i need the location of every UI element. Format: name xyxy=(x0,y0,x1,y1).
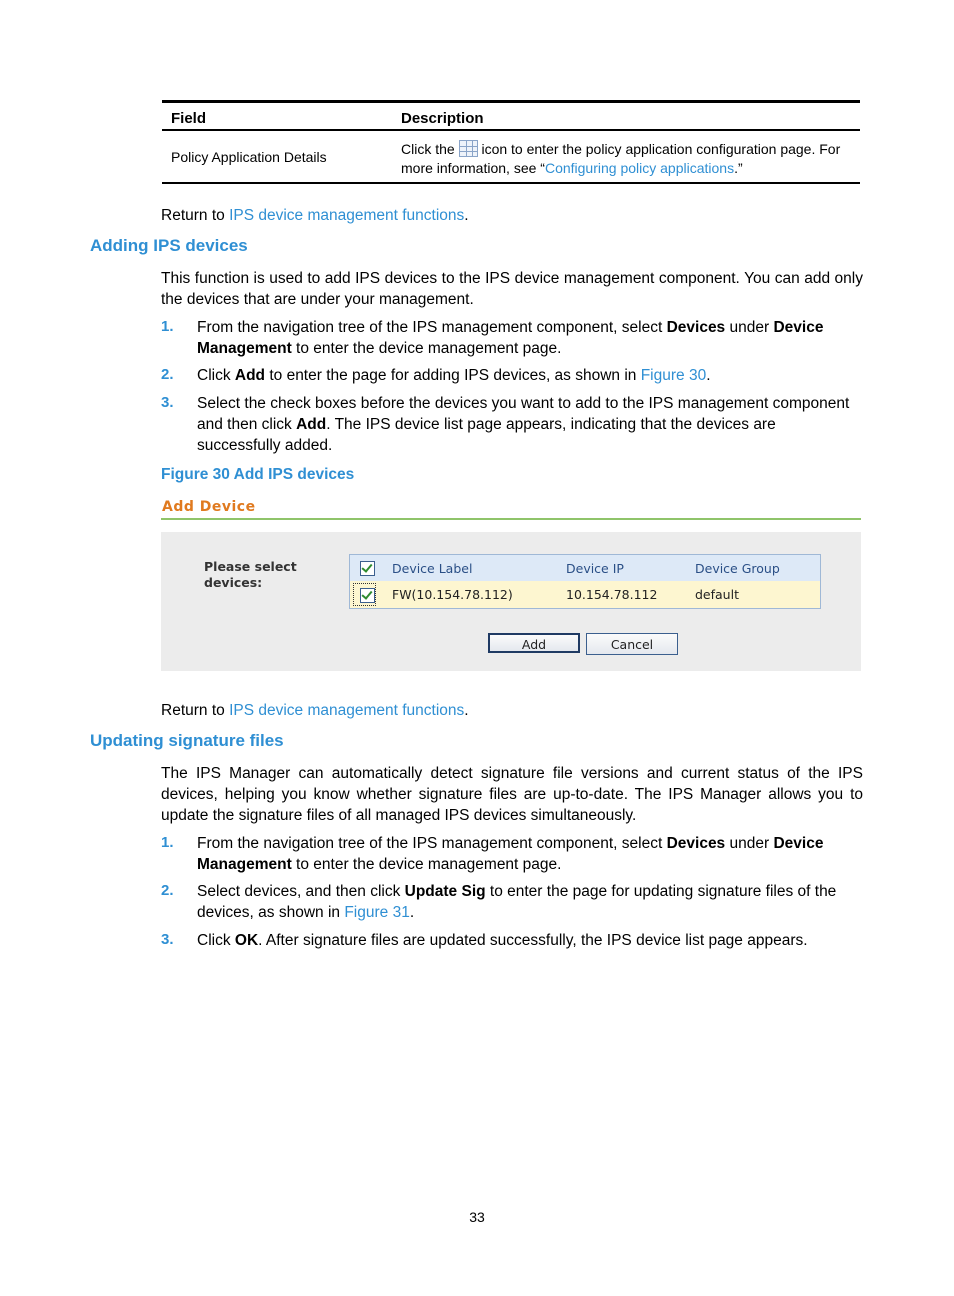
table-header-description: Description xyxy=(401,110,484,127)
table-grid-icon xyxy=(459,140,478,157)
cancel-button[interactable]: Cancel xyxy=(586,633,678,655)
step-text: to enter the page for adding IPS devices, as shown in xyxy=(265,367,641,384)
step-number: 2. xyxy=(161,366,174,383)
page-number: 33 xyxy=(469,1209,485,1225)
figure-caption: Figure 30 Add IPS devices xyxy=(161,466,355,483)
return-suffix: . xyxy=(464,702,469,719)
step-number: 3. xyxy=(161,931,174,948)
step-bold: Add xyxy=(234,367,266,384)
ips-device-management-functions-link[interactable]: IPS device management functions xyxy=(229,207,465,224)
step-bold: Add xyxy=(296,416,327,433)
cell-device-group: default xyxy=(695,587,739,602)
select-all-checkbox[interactable] xyxy=(360,561,375,576)
step-text: Click xyxy=(197,932,235,949)
step-text: From the navigation tree of the IPS management component, select xyxy=(197,835,667,852)
section1-step-3 xyxy=(197,393,863,456)
table-header-field: Field xyxy=(171,110,207,127)
table-bottom-rule xyxy=(162,182,860,184)
step-bold: Devices xyxy=(666,835,726,852)
section1-intro: This function is used to add IPS devices to the IPS device management component. You can add only the devices that are under your management. xyxy=(161,270,863,308)
cell-device-ip: 10.154.78.112 xyxy=(566,587,658,602)
step-number: 1. xyxy=(161,834,174,851)
select-devices-label xyxy=(204,559,297,591)
select-label-line: Please select xyxy=(204,559,297,574)
return-prefix: Return to xyxy=(161,702,230,719)
step-bold: Update Sig xyxy=(404,883,486,900)
section1-step-1 xyxy=(197,317,863,359)
table-top-rule xyxy=(162,100,860,103)
step-text: Click xyxy=(197,367,235,384)
step-text: to enter the page for updating signature files of the devices, as shown in xyxy=(197,883,837,921)
return-prefix: Return to xyxy=(161,207,230,224)
desc-text: .” xyxy=(734,160,743,176)
figure-31-link[interactable]: Figure 31 xyxy=(344,904,410,921)
step-bold: Device Management xyxy=(197,835,824,873)
add-device-panel xyxy=(161,532,861,671)
step-bold: Devices xyxy=(666,319,726,336)
step-text: under xyxy=(725,319,774,336)
header-device-label: Device Label xyxy=(392,561,473,576)
table-header-rule xyxy=(162,129,860,131)
step-text: . After signature files are updated successfully, the IPS device list page appears. xyxy=(258,932,808,949)
section-title-updating-signature-files: Updating signature files xyxy=(90,731,284,750)
step-number: 1. xyxy=(161,318,174,335)
section-title-adding-ips-devices: Adding IPS devices xyxy=(90,236,248,255)
section2-step-2 xyxy=(197,881,863,923)
step-bold: OK xyxy=(234,932,259,949)
step-text: . xyxy=(706,367,711,384)
table-cell-field: Policy Application Details xyxy=(171,149,327,165)
header-device-ip: Device IP xyxy=(566,561,624,576)
desc-text: Click the xyxy=(401,141,455,157)
desc-text: more information, see “ xyxy=(401,160,545,176)
return-suffix: . xyxy=(464,207,469,224)
add-button[interactable]: Add xyxy=(488,633,580,653)
table-cell-description xyxy=(401,140,857,178)
step-text: to enter the device management page. xyxy=(291,340,562,357)
step-text: to enter the device management page. xyxy=(291,856,562,873)
step-number: 3. xyxy=(161,394,174,411)
step-text: From the navigation tree of the IPS management component, select xyxy=(197,319,667,336)
desc-text: icon to enter the policy application configuration page. For xyxy=(481,141,841,157)
table-row[interactable] xyxy=(350,581,820,608)
step-text: Select devices, and then click xyxy=(197,883,405,900)
step-text: under xyxy=(725,835,774,852)
device-table-header xyxy=(350,555,820,581)
section1-step-2 xyxy=(197,365,863,386)
figure-30-link[interactable]: Figure 30 xyxy=(640,367,707,384)
return-line xyxy=(161,205,469,226)
return-line xyxy=(161,700,469,721)
configuring-policy-applications-link[interactable]: Configuring policy applications xyxy=(544,160,735,176)
header-device-group: Device Group xyxy=(695,561,780,576)
section2-intro: The IPS Manager can automatically detect signature file versions and current status of the IPS devices, helping you know whether signature files are up-to-date. The IPS Manager allows you to update the signature files of all managed IPS devices simultaneously. xyxy=(161,765,863,824)
add-device-divider xyxy=(161,518,861,520)
select-label-line: devices: xyxy=(204,575,263,590)
device-table xyxy=(349,554,821,609)
add-device-heading: Add Device xyxy=(162,499,256,515)
device-row-checkbox[interactable] xyxy=(360,588,375,603)
section2-step-3 xyxy=(197,930,863,951)
step-bold: Device Management xyxy=(197,319,824,357)
section2-step-1 xyxy=(197,833,863,875)
step-number: 2. xyxy=(161,882,174,899)
step-text: Select the check boxes before the devices you want to add to the IPS management component and then click xyxy=(197,395,850,433)
cell-device-label: FW(10.154.78.112) xyxy=(392,587,513,602)
step-text: . xyxy=(409,904,415,921)
ips-device-management-functions-link[interactable]: IPS device management functions xyxy=(229,702,465,719)
step-text: . The IPS device list page appears, indicating that the devices are successfully added. xyxy=(197,416,776,454)
